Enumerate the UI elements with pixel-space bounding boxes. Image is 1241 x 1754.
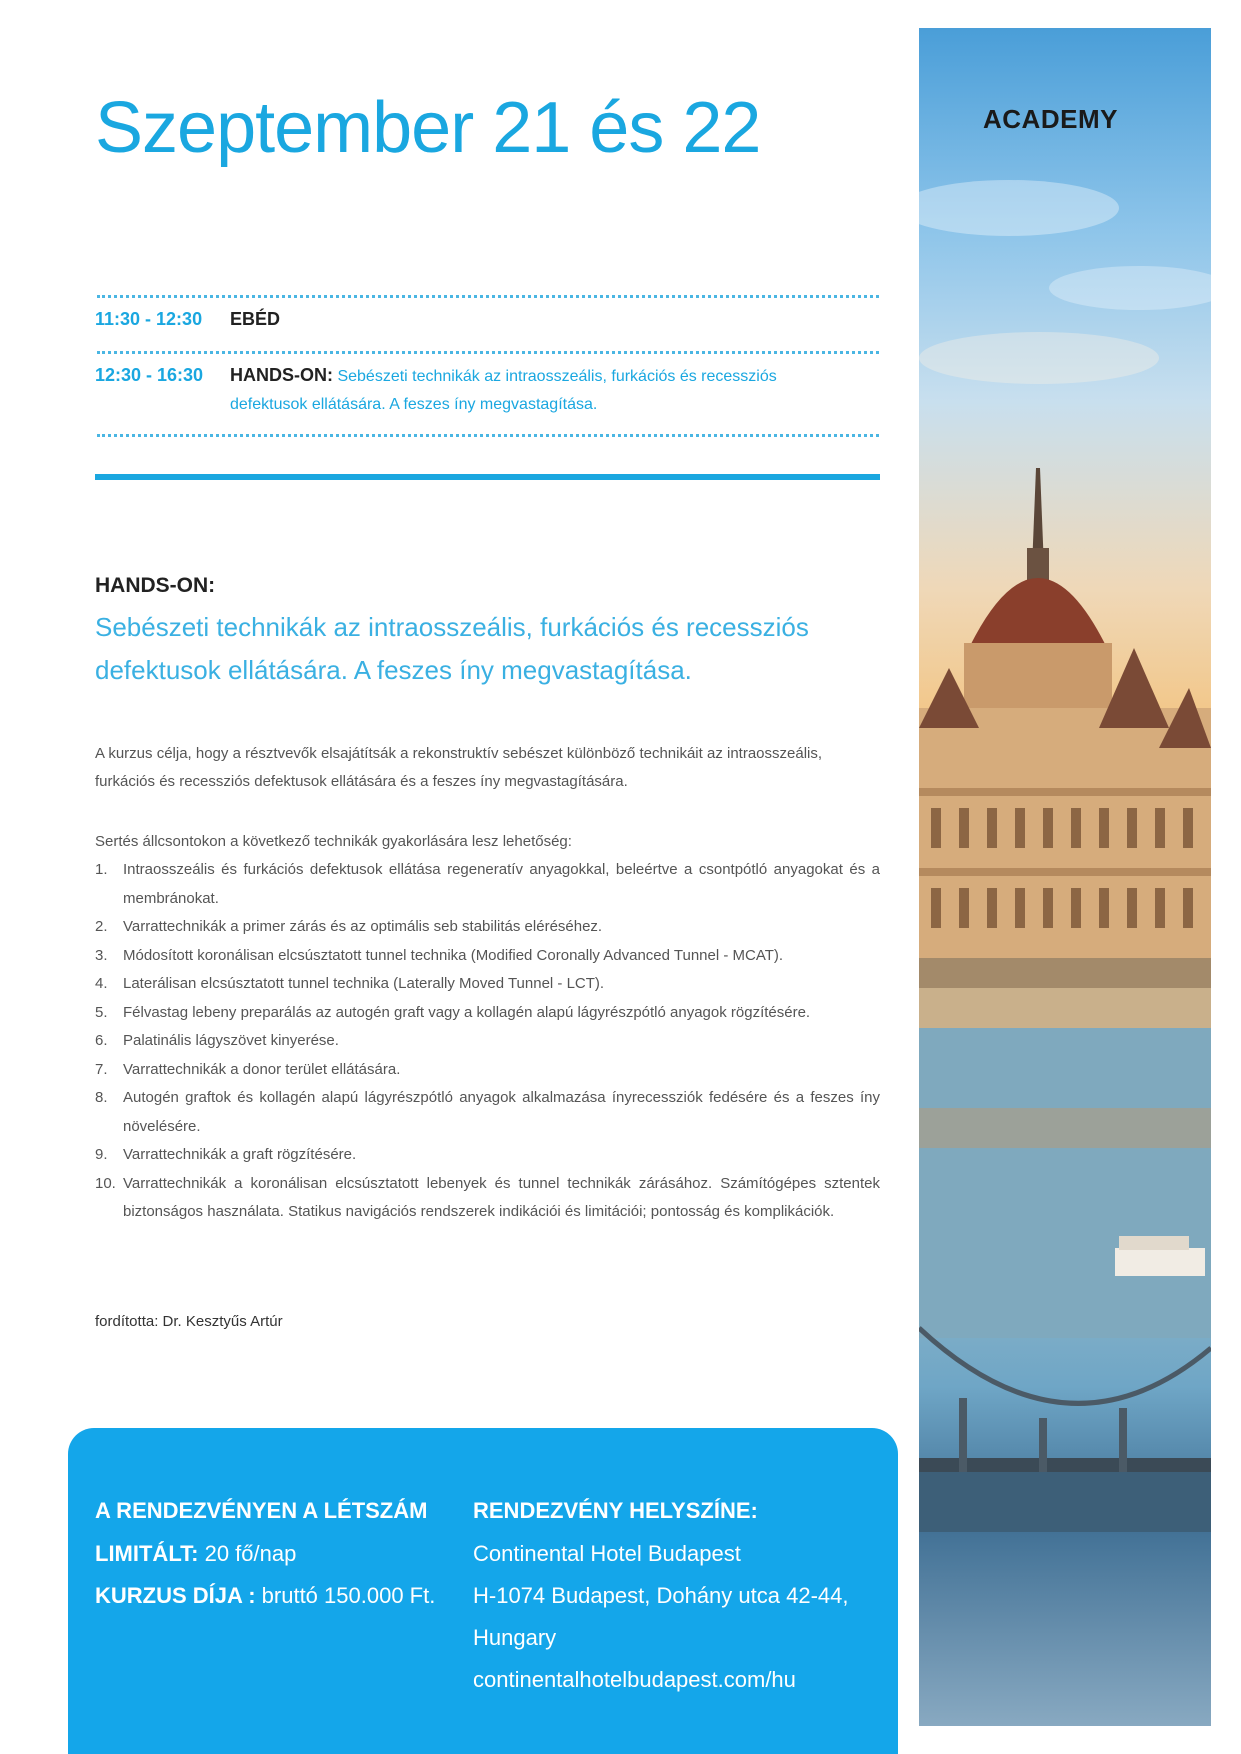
venue-website[interactable]: continentalhotelbudapest.com/hu: [473, 1667, 796, 1692]
section-subheading: Sebészeti technikák az intraosszeális, furkációs és recessziós defektusok ellátására. A feszes íny megvastagítása.: [95, 612, 809, 685]
fee-label: KURZUS DÍJA :: [95, 1583, 256, 1608]
course-intro: A kurzus célja, hogy a résztvevők elsajátítsák a rekonstruktív sebészet különböző technikáit az intraosszeális, furkációs és recessziós defektusok ellátására és a feszes íny megvastagítására.: [95, 745, 823, 790]
schedule-entry-handson: [230, 361, 830, 419]
info-footer: [68, 1428, 898, 1754]
list-item-text: Autogén graftok és kollagén alapú lágyrészpótló anyagok alkalmazása ínyrecessziók fedésére és a feszes íny növelésére.: [123, 1089, 880, 1135]
list-item-number: 9.: [95, 1146, 108, 1163]
list-item-text: Palatinális lágyszövet kinyerése.: [123, 1032, 339, 1049]
list-intro: Sertés állcsontokon a következő technikák gyakorlására lesz lehetőség:: [95, 833, 572, 850]
schedule-label-handson: HANDS-ON:: [230, 365, 333, 385]
list-item: [95, 1170, 880, 1227]
schedule-time-handson: 12:30 - 16:30: [95, 365, 204, 385]
divider-dotted: [97, 434, 879, 437]
academy-brand: ACADEMY: [983, 104, 1118, 134]
list-item: [95, 1056, 880, 1085]
limit-value: 20 fő/nap: [204, 1541, 297, 1566]
venue-address: H-1074 Budapest, Dohány utca 42-44,: [473, 1583, 849, 1608]
list-item: [95, 1027, 880, 1056]
list-item-number: 2.: [95, 918, 108, 935]
divider-dotted: [97, 351, 879, 354]
limit-label: LIMITÁLT:: [95, 1541, 199, 1566]
list-item: [95, 970, 880, 999]
list-item-text: Varrattechnikák a graft rögzítésére.: [123, 1146, 357, 1163]
list-item: [95, 1084, 880, 1141]
budapest-photo-panel: [919, 28, 1211, 1726]
divider-dotted: [97, 295, 879, 298]
list-item-text: Varrattechnikák a koronálisan elcsúsztatott lebenyek és tunnel technikák zárásához. Számítógépes sztentek biztonságos használata. Statikus navigációs rendszerek indikációi és limitációi; pontosság és komplikációk.: [123, 1174, 880, 1220]
list-item: [95, 856, 880, 913]
schedule-entry-lunch: [230, 305, 830, 335]
parliament-illustration: [919, 28, 1211, 1726]
schedule-text-handson: Sebészeti technikák az intraosszeális, furkációs és recessziós defektusok ellátására. A feszes íny megvastagítása.: [230, 368, 777, 413]
schedule-label-lunch: EBÉD: [230, 309, 281, 329]
list-item-text: Varrattechnikák a donor terület ellátására.: [123, 1060, 401, 1078]
list-item-number: 7.: [95, 1060, 108, 1078]
list-item-text: Félvastag lebeny preparálás az autogén graft vagy a kollagén alapú lágyrészpótló anyagok rögzítésére.: [123, 1003, 811, 1021]
list-item-number: 6.: [95, 1032, 108, 1049]
venue-name: Continental Hotel Budapest: [473, 1541, 741, 1566]
capacity-heading: A RENDEZVÉNYEN A LÉTSZÁM: [95, 1498, 428, 1523]
list-item-text: Módosított koronálisan elcsúsztatott tunnel technika (Modified Coronally Advanced Tunnel - MCAT).: [123, 946, 784, 964]
fee-value: bruttó 150.000 Ft.: [261, 1583, 436, 1608]
schedule-time-lunch: 11:30 - 12:30: [95, 309, 203, 329]
list-item-number: 5.: [95, 1003, 108, 1021]
venue-heading: RENDEZVÉNY HELYSZÍNE:: [473, 1498, 758, 1523]
list-item: [95, 913, 880, 942]
page-title: Szeptember 21 és 22: [95, 88, 761, 168]
list-item-number: 3.: [95, 946, 108, 964]
list-item: [95, 999, 880, 1028]
list-item-text: Varrattechnikák a primer zárás és az optimális seb stabilitás eléréséhez.: [123, 918, 603, 935]
list-item: [95, 1141, 880, 1170]
course-fee: [95, 1583, 435, 1609]
technique-list: [95, 856, 880, 1227]
list-item-number: 10.: [95, 1174, 116, 1192]
venue-country: Hungary: [473, 1625, 557, 1650]
translator-credit: fordította: Dr. Kesztyűs Artúr: [95, 1313, 283, 1330]
list-item-text: Intraosszeális és furkációs defektusok ellátása regeneratív anyagokkal, beleértve a csontpótló anyagokat és a membránokat.: [123, 861, 880, 907]
list-item-number: 4.: [95, 975, 108, 992]
list-item-number: 1.: [95, 861, 108, 878]
section-rule: [95, 474, 880, 480]
list-item-number: 8.: [95, 1089, 108, 1106]
capacity-limit: [95, 1541, 296, 1567]
list-item: [95, 942, 880, 971]
list-item-text: Laterálisan elcsúsztatott tunnel technika (Laterally Moved Tunnel - LCT).: [123, 975, 605, 992]
section-heading: HANDS-ON:: [95, 574, 216, 597]
